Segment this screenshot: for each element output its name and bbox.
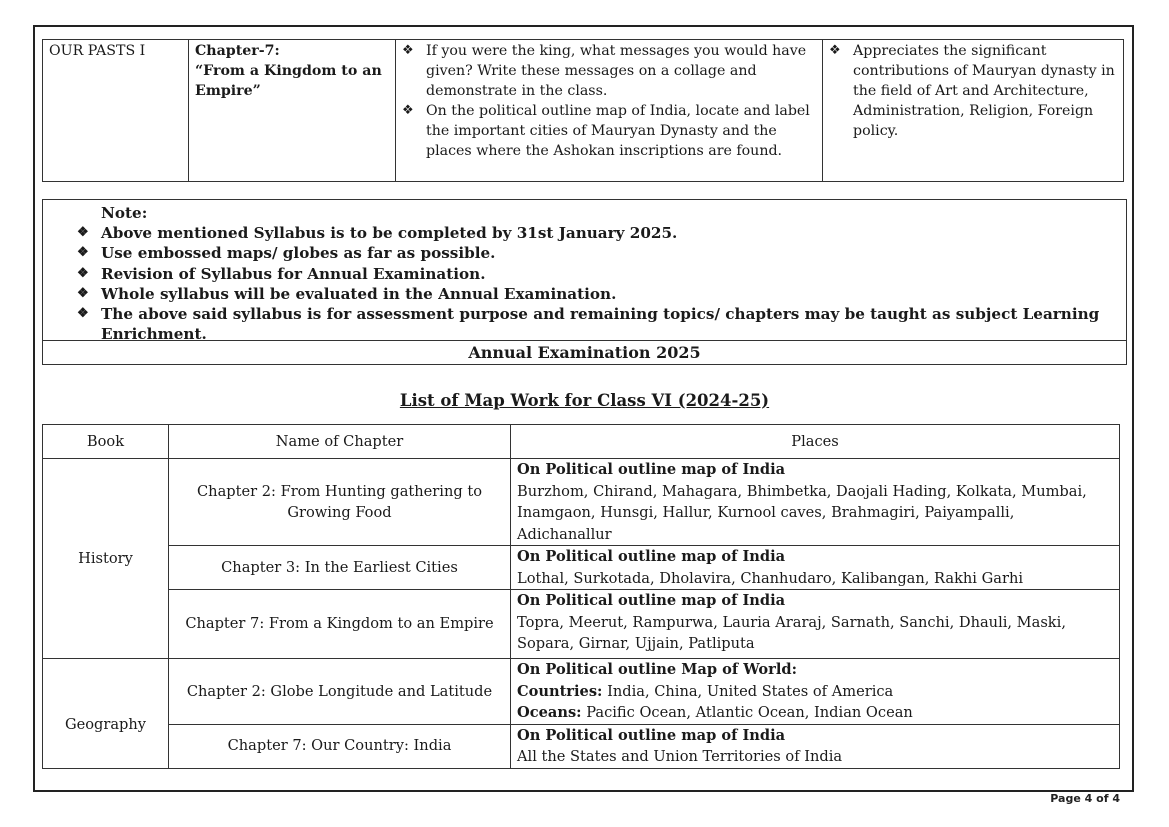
table-row [43, 659, 1120, 725]
places-list: Burzhom, Chirand, Mahagara, Bhimbetka, Daojali Hading, Kolkata, Mumbai, Inamgaon, Hunsgi, Hallur, Kurnool caves, Brahmagiri, Paiyampalli, Adichanallur [517, 482, 1087, 543]
page-label: Page [1050, 792, 1081, 805]
note-text: The above said syllabus is for assessment purpose and remaining topics/ chapters may be taught as subject Learning Enrichment. [101, 305, 1100, 344]
note-list [77, 223, 1116, 344]
chapter-cell: Chapter 7: Our Country: India [169, 724, 511, 768]
oceans-line [517, 702, 1113, 724]
page-number [1050, 792, 1120, 805]
map-work-table [42, 424, 1120, 769]
table-row [43, 590, 1120, 659]
places-cell [511, 546, 1120, 590]
syllabus-activities-cell [396, 40, 823, 182]
outcome-text: Appreciates the significant contributions of Mauryan dynasty in the field of Art and Architecture, Administration, Religion, Foreign policy. [853, 43, 1115, 139]
diamond-bullet-icon: ❖ [77, 285, 89, 301]
diamond-bullet-icon: ❖ [77, 245, 89, 261]
diamond-bullet-icon: ❖ [77, 265, 89, 281]
outcome-item [823, 41, 1117, 141]
book-history: History [43, 459, 169, 659]
note-item [77, 264, 1116, 284]
note-item [77, 243, 1116, 263]
countries-label: Countries: [517, 682, 603, 700]
chapter-cell: Chapter 2: Globe Longitude and Latitude [169, 659, 511, 725]
chapter-cell: Chapter 3: In the Earliest Cities [169, 546, 511, 590]
places-list: Lothal, Surkotada, Dholavira, Chanhudaro, Kalibangan, Rakhi Garhi [517, 569, 1024, 587]
map-type: On Political outline map of India [517, 548, 786, 565]
places-cell [511, 724, 1120, 768]
places-cell [511, 659, 1120, 725]
activity-text: On the political outline map of India, locate and label the important cities of Mauryan Dynasty and the places where the Ashokan inscriptions are found. [426, 103, 810, 159]
syllabus-chapter-title: “From a Kingdom to an Empire” [195, 63, 382, 99]
oceans-label: Oceans: [517, 704, 582, 721]
table-row [43, 724, 1120, 768]
places-cell [511, 590, 1120, 659]
note-text: Revision of Syllabus for Annual Examination. [101, 264, 486, 283]
map-type: On Political outline map of India [517, 726, 786, 744]
header-places: Places [511, 425, 1120, 459]
book-geography: Geography [43, 659, 169, 769]
map-table-header-row [43, 425, 1120, 459]
activity-item [396, 41, 816, 101]
diamond-bullet-icon: ❖ [402, 43, 414, 58]
countries-line [517, 681, 1113, 703]
oceans-list: Pacific Ocean, Atlantic Ocean, Indian Ocean [586, 704, 913, 721]
note-text: Whole syllabus will be evaluated in the Annual Examination. [101, 284, 617, 303]
places-cell [511, 459, 1120, 546]
map-type: On Political outline map of India [517, 592, 786, 609]
note-text: Use embossed maps/ globes as far as possible. [101, 244, 496, 263]
diamond-bullet-icon: ❖ [829, 43, 841, 58]
note-box [42, 199, 1127, 344]
header-chapter: Name of Chapter [169, 425, 511, 459]
note-title: Note: [101, 204, 148, 222]
map-type: On Political outline map of India [517, 461, 786, 478]
note-item [77, 223, 1116, 243]
diamond-bullet-icon: ❖ [77, 306, 89, 322]
syllabus-book-cell [43, 40, 189, 182]
chapter-cell: Chapter 7: From a Kingdom to an Empire [169, 590, 511, 659]
note-text: Above mentioned Syllabus is to be completed by 31st January 2025. [101, 224, 678, 243]
table-row [43, 459, 1120, 546]
map-type: On Political outline Map of World: [517, 661, 797, 678]
syllabus-book: OUR PASTS I [49, 43, 146, 59]
syllabus-row [43, 40, 1124, 182]
countries-list: India, China, United States of America [607, 682, 894, 700]
page-total: 4 [1112, 792, 1120, 805]
diamond-bullet-icon: ❖ [77, 225, 89, 241]
places-list: Topra, Meerut, Rampurwa, Lauria Araraj, Sarnath, Sanchi, Dhauli, Maski, Sopara, Girnar, Ujjain, Patliputa [517, 613, 1066, 652]
syllabus-outcomes-cell [823, 40, 1124, 182]
activity-item [396, 101, 816, 161]
annual-exam-heading: Annual Examination 2025 [42, 340, 1127, 365]
syllabus-chapter-cell [189, 40, 396, 182]
activity-text: If you were the king, what messages you would have given? Write these messages on a collage and demonstrate in the class. [426, 43, 807, 99]
table-row [43, 546, 1120, 590]
places-list: All the States and Union Territories of India [517, 748, 843, 765]
diamond-bullet-icon: ❖ [402, 103, 414, 118]
map-work-heading: List of Map Work for Class VI (2024-25) [399, 391, 770, 410]
syllabus-table [42, 39, 1124, 182]
chapter-cell: Chapter 2: From Hunting gathering to Growing Food [169, 459, 511, 546]
page-current: 4 [1084, 792, 1093, 805]
note-item [77, 284, 1116, 304]
page-of-label: of [1096, 792, 1109, 805]
syllabus-chapter-number: Chapter-7: [195, 43, 280, 59]
note-item [77, 304, 1116, 344]
header-book: Book [43, 425, 169, 459]
